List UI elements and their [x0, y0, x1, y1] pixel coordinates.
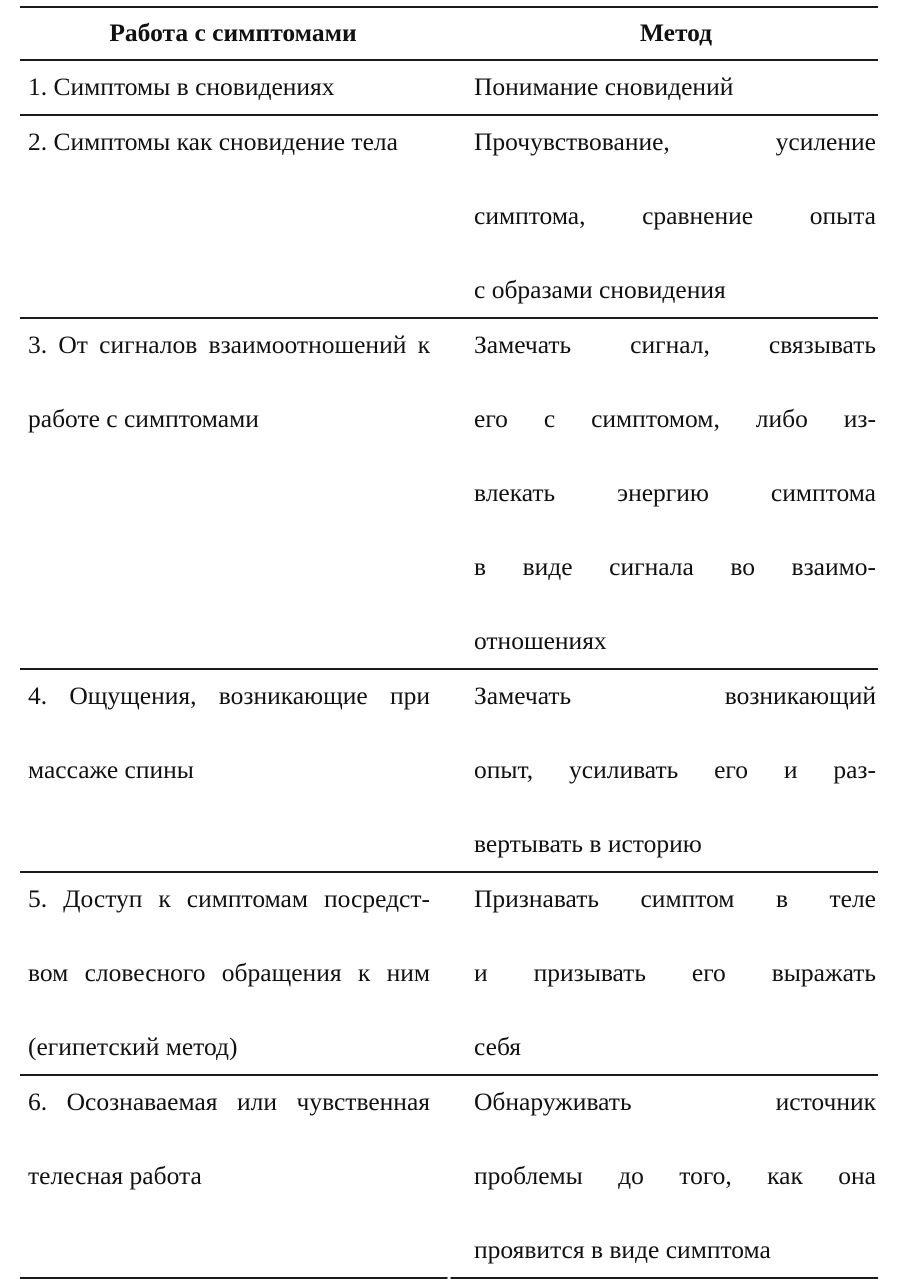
table-body [20, 60, 878, 1279]
table-row [20, 115, 878, 318]
text-line: 2. Симптомы как сновидение тела [28, 127, 398, 156]
symptom-text [20, 873, 438, 1074]
text-line: влекать энергию симптома [474, 478, 876, 507]
table-row [20, 1075, 878, 1278]
table-row [20, 318, 878, 669]
table-header-row [20, 7, 878, 60]
cell-method [460, 669, 878, 872]
symptom-text [20, 319, 438, 446]
text-line: опыт, усиливать его и раз- [474, 755, 876, 784]
method-text [460, 61, 878, 114]
text-line: (египетский метод) [28, 1032, 238, 1061]
text-line: проблемы до того, как она [474, 1161, 876, 1190]
text-line: 6. Осознаваемая или чувственная [28, 1087, 430, 1116]
cell-symptom-work [20, 872, 438, 1075]
cell-symptom-work [20, 318, 438, 669]
header-cell-symptom-work [20, 7, 438, 60]
table-header [20, 7, 878, 60]
text-line: вертывать в историю [474, 829, 702, 858]
header-label-method: Метод [639, 18, 713, 47]
header-rule-gap [438, 7, 460, 60]
method-text [460, 873, 878, 1074]
header-cell-method [460, 7, 878, 60]
text-line: 4. Ощущения, возникающие при [28, 681, 430, 710]
symptom-method-table [20, 6, 878, 1279]
symptom-text [20, 61, 438, 114]
rule-gap [438, 318, 460, 669]
text-line: Замечать сигнал, связывать [474, 330, 876, 359]
cell-symptom-work [20, 115, 438, 318]
cell-method [460, 115, 878, 318]
cell-symptom-work [20, 1075, 438, 1278]
table-row [20, 60, 878, 115]
cell-method [460, 60, 878, 115]
symptom-text [20, 1076, 438, 1203]
text-line: вом словесного обращения к ним [28, 958, 430, 987]
rule-gap [438, 60, 460, 115]
rule-gap [438, 1075, 460, 1278]
method-text [460, 670, 878, 871]
method-text [460, 116, 878, 317]
text-line: Признавать симптом в теле [474, 884, 876, 913]
rule-gap [438, 669, 460, 872]
text-line: Замечать возникающий [474, 681, 876, 710]
method-text [460, 319, 878, 668]
symptom-text [20, 670, 438, 797]
method-text [460, 1076, 878, 1277]
cell-method [460, 872, 878, 1075]
table-row [20, 669, 878, 872]
text-line: и призывать его выражать [474, 958, 876, 987]
cell-symptom-work [20, 60, 438, 115]
text-line: Прочувствование, усиление [474, 127, 876, 156]
text-line: массаже спины [28, 755, 194, 784]
rule-gap [438, 872, 460, 1075]
rule-gap [438, 115, 460, 318]
symptom-text [20, 116, 438, 169]
text-line: симптома, сравнение опыта [474, 201, 876, 230]
cell-symptom-work [20, 669, 438, 872]
cell-method [460, 1075, 878, 1278]
text-line: Обнаруживать источник [474, 1087, 876, 1116]
text-line: в виде сигнала во взаимо- [474, 552, 876, 581]
text-line: 1. Симптомы в сновидениях [28, 72, 335, 101]
text-line: проявится в виде симптома [474, 1235, 771, 1264]
cell-method [460, 318, 878, 669]
text-line: себя [474, 1032, 522, 1061]
text-line: Понимание сновидений [474, 72, 734, 101]
text-line: телесная работа [28, 1161, 202, 1190]
text-line: его с симптомом, либо из- [474, 404, 876, 433]
text-line: с образами сновидения [474, 275, 726, 304]
text-line: работе с симптомами [28, 404, 259, 433]
text-line: 5. Доступ к симптомам посредст- [28, 884, 430, 913]
header-label-symptom-work: Работа с симптомами [109, 18, 357, 47]
text-line: 3. От сигналов взаимоотношений к [28, 330, 430, 359]
text-line: отношениях [474, 626, 607, 655]
table-row [20, 872, 878, 1075]
